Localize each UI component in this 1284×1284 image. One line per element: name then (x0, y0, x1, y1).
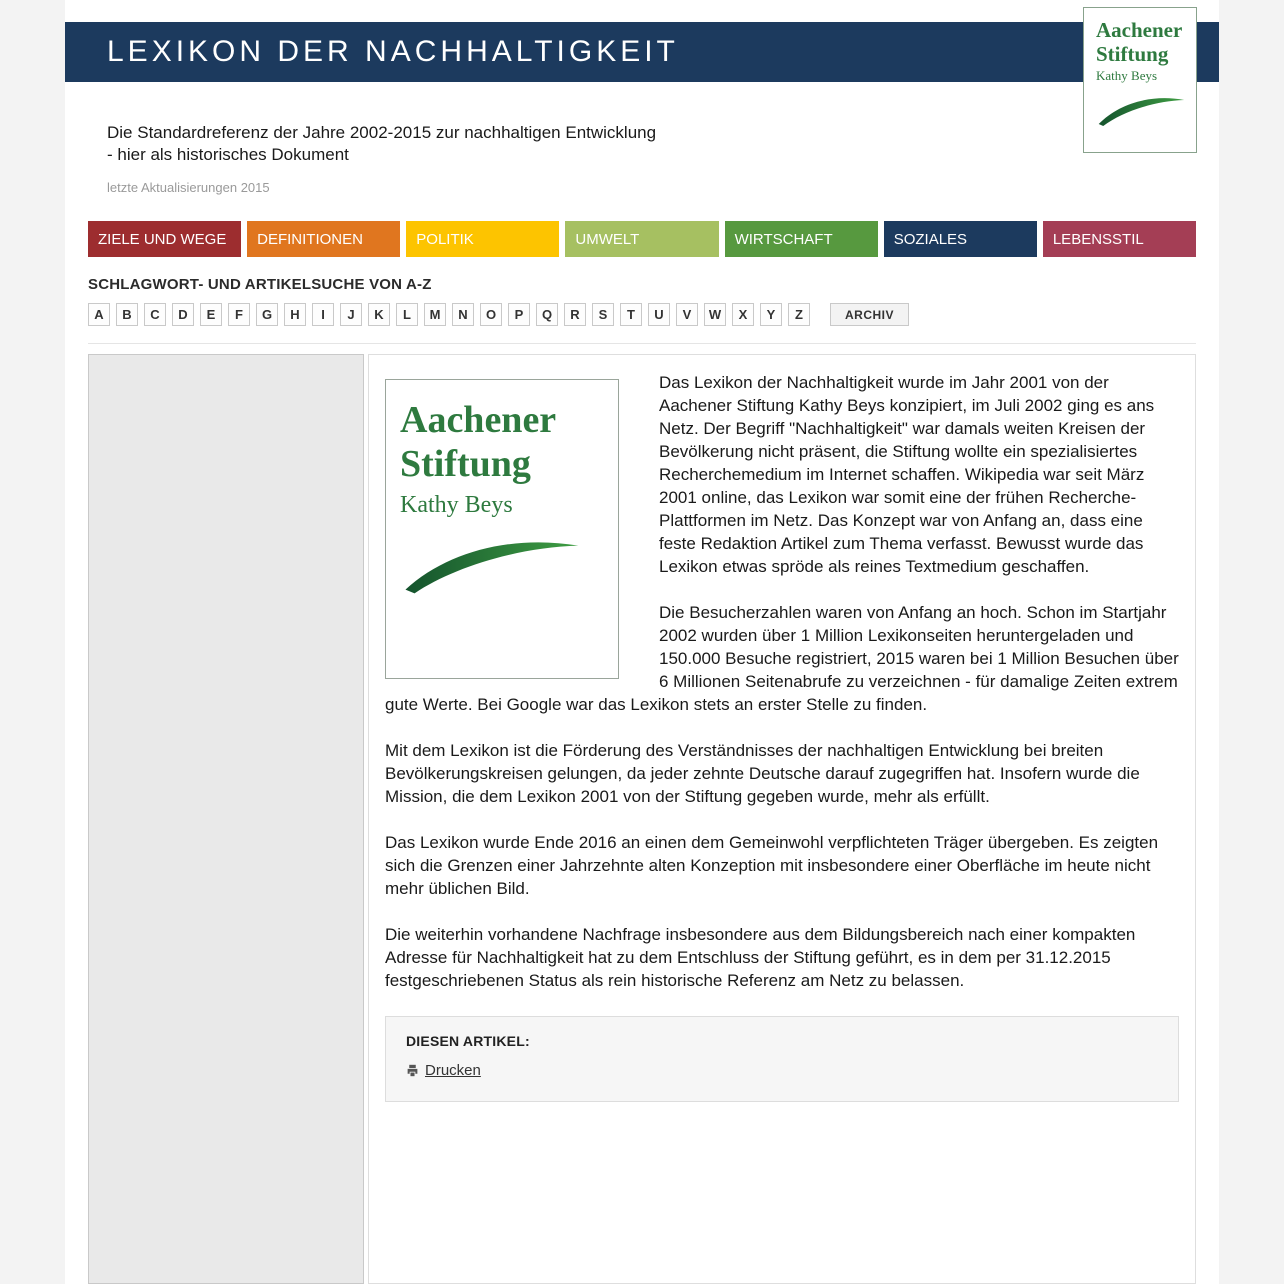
letter-button[interactable]: M (424, 303, 446, 326)
site-logo-text (1096, 18, 1190, 128)
main-area (88, 343, 1196, 1284)
swoosh-icon (400, 531, 582, 597)
letter-button[interactable]: A (88, 303, 110, 326)
letter-button[interactable]: L (396, 303, 418, 326)
nav-button-politik[interactable]: POLITIK (406, 221, 559, 257)
letter-button[interactable]: K (368, 303, 390, 326)
letter-button[interactable]: E (200, 303, 222, 326)
logo-line-3: Kathy Beys (400, 492, 513, 518)
printer-icon (406, 1064, 419, 1077)
page (65, 0, 1219, 1284)
letter-button[interactable]: R (564, 303, 586, 326)
article-paragraph: Das Lexikon wurde Ende 2016 an einen dem Gemeinwohl verpflichteten Träger übergeben. Es zeigten sich die Grenzen einer Jahrzehnte alten Konzeption mit insbesondere einer Oberfläche im heute nicht mehr üblichen Bild. (385, 833, 1159, 898)
letter-button[interactable]: H (284, 303, 306, 326)
nav-button-umwelt[interactable]: UMWELT (565, 221, 718, 257)
sidebar-panel (88, 354, 364, 1284)
letter-button[interactable]: S (592, 303, 614, 326)
article-logo-image (385, 379, 619, 679)
letter-button[interactable]: O (480, 303, 502, 326)
nav-button-lebensstil[interactable]: LEBENSSTIL (1043, 221, 1196, 257)
letter-button[interactable]: B (116, 303, 138, 326)
az-search-heading: SCHLAGWORT- UND ARTIKELSUCHE VON A-Z (88, 276, 432, 293)
article-paragraph: Die weiterhin vorhandene Nachfrage insbesondere aus dem Bildungsbereich nach einer kompakten Adresse für Nachhaltigkeit hat zu dem Entschluss der Stiftung geführt, es in dem per 31.12.2015 festgeschriebenen Status als rein historische Referenz am Netz zu belassen. (385, 925, 1136, 990)
article-actions-box (385, 1016, 1179, 1102)
intro-block (65, 82, 1219, 195)
nav-button-definitionen[interactable]: DEFINITIONEN (247, 221, 400, 257)
letter-button[interactable]: X (732, 303, 754, 326)
logo-line-2: Stiftung (400, 443, 531, 485)
article-paragraph: Das Lexikon der Nachhaltigkeit wurde im Jahr 2001 von der Aachener Stiftung Kathy Beys konzipiert, im Juli 2002 ging es ans Netz. Der Begriff "Nachhaltigkeit" war damals weiten Kreisen der Bevölkerung nicht präsent, die Stiftung wollte ein spezialisiertes Recherchemedium im Internet schaffen. Wikipedia war seit März 2001 online, das Lexikon war somit eine der frühen Recherche-Plattformen im Netz. Das Konzept war von Anfang an, dass eine feste Redaktion Artikel zum Thema verfasst. Bewusst wurde das Lexikon etwas spröde als reines Textmedium geschaffen. (659, 373, 1155, 576)
logo-line-1: Aachener (1096, 18, 1183, 42)
swoosh-icon (1096, 92, 1186, 128)
letter-button[interactable]: P (508, 303, 530, 326)
letter-button[interactable]: T (620, 303, 642, 326)
archiv-button[interactable]: ARCHIV (830, 303, 909, 326)
article-logo-text (400, 398, 604, 597)
header-bar (65, 22, 1219, 82)
letter-button[interactable]: U (648, 303, 670, 326)
nav-button-wirtschaft[interactable]: WIRTSCHAFT (725, 221, 878, 257)
page-title: LEXIKON DER NACHHALTIGKEIT (107, 35, 679, 68)
article-content (368, 354, 1196, 1284)
logo-line-2: Stiftung (1096, 42, 1169, 66)
nav-button-ziele-und-wege[interactable]: ZIELE UND WEGE (88, 221, 241, 257)
main-navigation (65, 221, 1219, 257)
letter-button[interactable]: Z (788, 303, 810, 326)
intro-line-1: Die Standardreferenz der Jahre 2002-2015 zur nachhaltigen Entwicklung (107, 123, 657, 142)
letter-button[interactable]: D (172, 303, 194, 326)
letter-button[interactable]: G (256, 303, 278, 326)
letter-button[interactable]: Q (536, 303, 558, 326)
letter-button[interactable]: Y (760, 303, 782, 326)
letter-button[interactable]: N (452, 303, 474, 326)
logo-line-3: Kathy Beys (1096, 68, 1158, 83)
letter-button[interactable]: C (144, 303, 166, 326)
intro-line-2: - hier als historisches Dokument (107, 145, 349, 164)
az-letter-row (65, 303, 1219, 326)
letter-button[interactable]: W (704, 303, 726, 326)
letter-button[interactable]: I (312, 303, 334, 326)
print-label: Drucken (425, 1062, 481, 1079)
logo-line-1: Aachener (400, 399, 557, 441)
site-logo[interactable] (1083, 7, 1197, 153)
article-paragraph: Mit dem Lexikon ist die Förderung des Verständnisses der nachhaltigen Entwicklung bei breiten Bevölkerungskreisen gelungen, da jeder zehnte Deutsche darauf zugegriffen hat. Insofern wurde die Mission, die dem Lexikon 2001 von der Stiftung gegeben wurde, mehr als erfüllt. (385, 741, 1140, 806)
article-paragraph: Die Besucherzahlen waren von Anfang an hoch. Schon im Startjahr 2002 wurden über 1 Million Lexikonseiten heruntergeladen und 150.000 Besuche registriert, 2015 waren bei 1 Million Besuchen über 6 Millionen Seitenabrufe zu verzeichnen - für damalige Zeiten extrem gute Werte. Bei Google war das Lexikon stets an erster Stelle zu finden. (385, 603, 1179, 714)
print-link[interactable] (406, 1059, 481, 1082)
last-updated-note: letzte Aktualisierungen 2015 (107, 180, 270, 195)
letter-button[interactable]: F (228, 303, 250, 326)
letter-button[interactable]: V (676, 303, 698, 326)
nav-button-soziales[interactable]: SOZIALES (884, 221, 1037, 257)
article-actions-heading: DIESEN ARTIKEL: (406, 1033, 530, 1049)
letter-button[interactable]: J (340, 303, 362, 326)
